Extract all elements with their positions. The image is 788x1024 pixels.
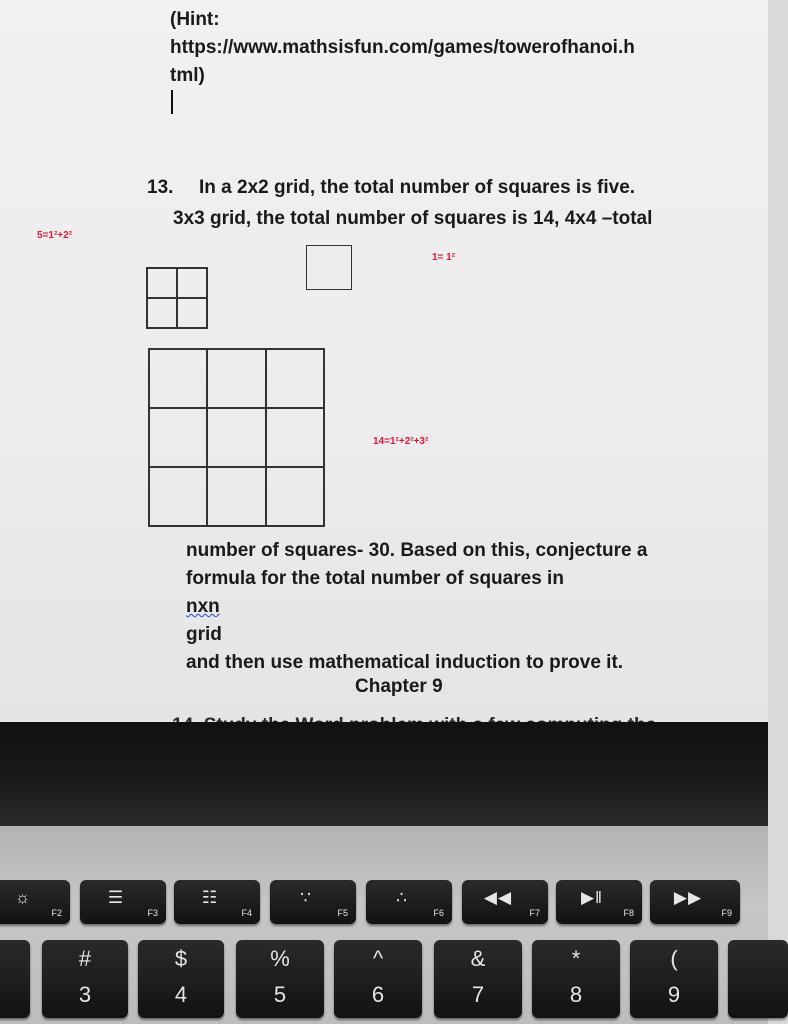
question-rest-line-3: and then use mathematical induction to prove it. bbox=[186, 652, 624, 673]
grid-cell bbox=[149, 467, 207, 526]
annotation-one: 1= 1² bbox=[432, 252, 456, 263]
question-rest-line-2 bbox=[186, 565, 746, 649]
grid-cell bbox=[177, 298, 207, 328]
key-0[interactable] bbox=[728, 940, 788, 1018]
key-f9[interactable] bbox=[650, 880, 740, 924]
question-continuation bbox=[186, 537, 746, 677]
hint-line: (Hint: bbox=[170, 9, 220, 30]
key-label: F9 bbox=[721, 908, 732, 918]
key-f4[interactable] bbox=[174, 880, 260, 924]
annotation-five: 5=1²+2² bbox=[37, 230, 73, 241]
grid-cell bbox=[266, 349, 324, 408]
key-9[interactable] bbox=[630, 940, 718, 1018]
hint-text bbox=[170, 6, 750, 114]
grid-cell bbox=[207, 467, 265, 526]
spellcheck-word[interactable]: nxn bbox=[186, 596, 220, 617]
question-line-1: In a 2x2 grid, the total number of squares is five. bbox=[199, 177, 636, 198]
hint-line[interactable]: tml) bbox=[170, 65, 205, 86]
key-label: F4 bbox=[241, 908, 252, 918]
question-line-2: 3x3 grid, the total number of squares is 14, 4x4 –total bbox=[173, 208, 653, 229]
key-8[interactable] bbox=[532, 940, 620, 1018]
fast-forward-icon: ▶▶ bbox=[673, 888, 703, 907]
key-digit: 3 bbox=[78, 982, 92, 1007]
key-symbol: ( bbox=[670, 946, 678, 971]
text-run: formula for the total number of squares in bbox=[186, 568, 564, 589]
key-symbol: & bbox=[470, 946, 486, 971]
key-label: F2 bbox=[51, 908, 62, 918]
key-2[interactable] bbox=[0, 940, 30, 1018]
grid-cell bbox=[177, 268, 207, 298]
keyboard-light-down-icon: ∵ bbox=[300, 888, 312, 907]
play-pause-icon: ▶‖ bbox=[580, 888, 604, 907]
hint-line[interactable]: https://www.mathsisfun.com/games/towerofhanoi.h bbox=[170, 37, 635, 58]
key-f8[interactable] bbox=[556, 880, 642, 924]
key-digit: 7 bbox=[471, 982, 485, 1007]
key-7[interactable] bbox=[434, 940, 522, 1018]
key-4[interactable] bbox=[138, 940, 224, 1018]
text-run: grid bbox=[186, 624, 222, 645]
key-digit: 4 bbox=[174, 982, 188, 1007]
key-label: F3 bbox=[147, 908, 158, 918]
grid-cell bbox=[149, 349, 207, 408]
key-symbol: ^ bbox=[372, 946, 384, 971]
key-symbol: $ bbox=[174, 946, 188, 971]
key-symbol: * bbox=[571, 946, 581, 971]
key-5[interactable] bbox=[236, 940, 324, 1018]
key-f5[interactable] bbox=[270, 880, 356, 924]
grid-1x1 bbox=[306, 245, 352, 290]
rewind-icon: ◀◀ bbox=[483, 888, 513, 907]
question-number: 13. bbox=[147, 177, 174, 198]
key-label: F8 bbox=[623, 908, 634, 918]
grid-3x3 bbox=[148, 348, 325, 527]
launchpad-icon: ☷ bbox=[201, 888, 219, 907]
chapter-heading: Chapter 9 bbox=[355, 676, 443, 697]
question-rest-line-1: number of squares- 30. Based on this, conjecture a bbox=[186, 540, 648, 561]
grid-cell bbox=[266, 408, 324, 467]
grid-cell bbox=[147, 268, 177, 298]
text-cursor bbox=[171, 90, 173, 114]
grid-cell bbox=[147, 298, 177, 328]
grid-cell bbox=[149, 408, 207, 467]
grid-2x2 bbox=[146, 267, 208, 329]
key-symbol: % bbox=[270, 946, 290, 971]
laptop-bezel bbox=[0, 722, 768, 830]
grid-cell bbox=[207, 408, 265, 467]
key-label: F5 bbox=[337, 908, 348, 918]
key-6[interactable] bbox=[334, 940, 422, 1018]
key-label: F6 bbox=[433, 908, 444, 918]
key-label: F7 bbox=[529, 908, 540, 918]
key-digit: 9 bbox=[667, 982, 681, 1007]
grid-cell bbox=[207, 349, 265, 408]
key-3[interactable] bbox=[42, 940, 128, 1018]
keyboard-light-up-icon: ∴ bbox=[396, 888, 408, 907]
key-f6[interactable] bbox=[366, 880, 452, 924]
key-digit: 8 bbox=[569, 982, 583, 1007]
key-symbol: # bbox=[78, 946, 92, 971]
key-digit: 5 bbox=[273, 982, 287, 1007]
key-f3[interactable] bbox=[80, 880, 166, 924]
mission-control-icon: ☰ bbox=[107, 888, 125, 907]
key-f7[interactable] bbox=[462, 880, 548, 924]
annotation-fourteen: 14=1²+2²+3² bbox=[373, 436, 429, 447]
brightness-up-icon: ☼ bbox=[14, 888, 32, 907]
key-digit: 6 bbox=[371, 982, 385, 1007]
grid-cell bbox=[266, 467, 324, 526]
key-f2[interactable] bbox=[0, 880, 70, 924]
